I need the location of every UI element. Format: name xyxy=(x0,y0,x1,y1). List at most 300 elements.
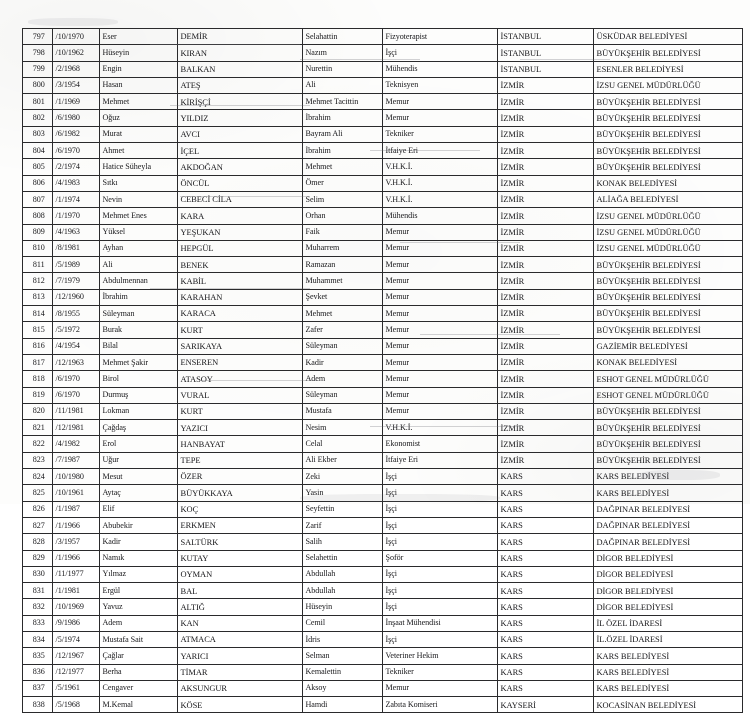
table-row xyxy=(23,436,743,452)
birth-date-cell: /5/1974 xyxy=(53,631,100,647)
province-cell: İSTANBUL xyxy=(498,45,594,61)
job-title-cell: Fizyoterapist xyxy=(383,29,498,45)
institution-cell: BÜYÜKŞEHİR BELEDİYESİ xyxy=(594,289,743,305)
birth-date-cell: /7/1979 xyxy=(53,273,100,289)
first-name-cell: Ayhan xyxy=(100,240,178,256)
table-row xyxy=(23,599,743,615)
table-row xyxy=(23,566,743,582)
first-name-cell: Hasan xyxy=(100,77,178,93)
father-name-cell: İbrahim xyxy=(303,143,383,159)
job-title-cell: İşçi xyxy=(383,566,498,582)
first-name-cell: Sıtkı xyxy=(100,175,178,191)
job-title-cell: Memur xyxy=(383,289,498,305)
table-row xyxy=(23,273,743,289)
job-title-cell: İşçi xyxy=(383,599,498,615)
table-row xyxy=(23,240,743,256)
surname-cell: ENSEREN xyxy=(178,354,303,370)
surname-cell: KAN xyxy=(178,615,303,631)
row-number-cell: 808 xyxy=(23,208,53,224)
table-row xyxy=(23,631,743,647)
first-name-cell: Çağdaş xyxy=(100,420,178,436)
province-cell: İZMİR xyxy=(498,224,594,240)
job-title-cell: V.H.K.İ. xyxy=(383,159,498,175)
birth-date-cell: /4/1954 xyxy=(53,338,100,354)
birth-date-cell: /12/1960 xyxy=(53,289,100,305)
job-title-cell: Memur xyxy=(383,371,498,387)
row-number-cell: 809 xyxy=(23,224,53,240)
father-name-cell: Selim xyxy=(303,191,383,207)
first-name-cell: Ergül xyxy=(100,583,178,599)
birth-date-cell: /4/1963 xyxy=(53,224,100,240)
job-title-cell: Zabıta Komiseri xyxy=(383,697,498,713)
father-name-cell: Abdullah xyxy=(303,566,383,582)
province-cell: KARS xyxy=(498,566,594,582)
father-name-cell: Mustafa xyxy=(303,403,383,419)
first-name-cell: Kadir xyxy=(100,534,178,550)
province-cell: İSTANBUL xyxy=(498,29,594,45)
birth-date-cell: /6/1970 xyxy=(53,371,100,387)
first-name-cell: Abubekir xyxy=(100,517,178,533)
father-name-cell: Muhammet xyxy=(303,273,383,289)
birth-date-cell: /12/1977 xyxy=(53,664,100,680)
table-row xyxy=(23,126,743,142)
first-name-cell: Mustafa Sait xyxy=(100,631,178,647)
province-cell: İZMİR xyxy=(498,240,594,256)
father-name-cell: Selman xyxy=(303,648,383,664)
province-cell: KARS xyxy=(498,631,594,647)
province-cell: İZMİR xyxy=(498,159,594,175)
surname-cell: KÖSE xyxy=(178,697,303,713)
job-title-cell: Mühendis xyxy=(383,61,498,77)
table-row xyxy=(23,354,743,370)
job-title-cell: Memur xyxy=(383,306,498,322)
institution-cell: İL ÖZEL İDARESİ xyxy=(594,615,743,631)
birth-date-cell: /7/1987 xyxy=(53,452,100,468)
table-row xyxy=(23,615,743,631)
surname-cell: YARICI xyxy=(178,648,303,664)
table-row xyxy=(23,77,743,93)
job-title-cell: Ekonomist xyxy=(383,436,498,452)
father-name-cell: Abdullah xyxy=(303,583,383,599)
table-row xyxy=(23,208,743,224)
father-name-cell: Mehmet xyxy=(303,159,383,175)
row-number-cell: 803 xyxy=(23,126,53,142)
institution-cell: BÜYÜKŞEHİR BELEDİYESİ xyxy=(594,126,743,142)
father-name-cell: Selahattin xyxy=(303,29,383,45)
province-cell: İZMİR xyxy=(498,273,594,289)
province-cell: İZMİR xyxy=(498,208,594,224)
table-row xyxy=(23,517,743,533)
first-name-cell: Adem xyxy=(100,615,178,631)
job-title-cell: Veteriner Hekim xyxy=(383,648,498,664)
first-name-cell: Oğuz xyxy=(100,110,178,126)
job-title-cell: Memur xyxy=(383,224,498,240)
institution-cell: DAĞPINAR BELEDİYESİ xyxy=(594,501,743,517)
birth-date-cell: /6/1982 xyxy=(53,126,100,142)
row-number-cell: 837 xyxy=(23,680,53,696)
father-name-cell: Ali Ekber xyxy=(303,452,383,468)
surname-cell: YILDIZ xyxy=(178,110,303,126)
job-title-cell: Tekniker xyxy=(383,126,498,142)
table-row xyxy=(23,534,743,550)
institution-cell: KARS BELEDİYESİ xyxy=(594,680,743,696)
institution-cell: İZSU GENEL MÜDÜRLÜĞÜ xyxy=(594,240,743,256)
birth-date-cell: /9/1986 xyxy=(53,615,100,631)
surname-cell: KIRAN xyxy=(178,45,303,61)
first-name-cell: Durmuş xyxy=(100,387,178,403)
job-title-cell: Memur xyxy=(383,257,498,273)
first-name-cell: Yavuz xyxy=(100,599,178,615)
row-number-cell: 819 xyxy=(23,387,53,403)
job-title-cell: Mühendis xyxy=(383,208,498,224)
table-row xyxy=(23,322,743,338)
first-name-cell: Hüseyin xyxy=(100,45,178,61)
province-cell: KARS xyxy=(498,615,594,631)
job-title-cell: İşçi xyxy=(383,631,498,647)
table-body xyxy=(23,29,743,713)
row-number-cell: 817 xyxy=(23,354,53,370)
surname-cell: ALTIĞ xyxy=(178,599,303,615)
job-title-cell: İtfaiye Eri xyxy=(383,452,498,468)
table-row xyxy=(23,550,743,566)
job-title-cell: Memur xyxy=(383,322,498,338)
surname-cell: AKDOĞAN xyxy=(178,159,303,175)
row-number-cell: 807 xyxy=(23,191,53,207)
province-cell: İZMİR xyxy=(498,387,594,403)
father-name-cell: İdris xyxy=(303,631,383,647)
birth-date-cell: /10/1962 xyxy=(53,45,100,61)
province-cell: İZMİR xyxy=(498,371,594,387)
surname-cell: KARAHAN xyxy=(178,289,303,305)
father-name-cell: Kemalettin xyxy=(303,664,383,680)
institution-cell: BÜYÜKŞEHİR BELEDİYESİ xyxy=(594,273,743,289)
first-name-cell: M.Kemal xyxy=(100,697,178,713)
table-row xyxy=(23,420,743,436)
row-number-cell: 810 xyxy=(23,240,53,256)
institution-cell: BÜYÜKŞEHİR BELEDİYESİ xyxy=(594,403,743,419)
first-name-cell: Abdulmennan xyxy=(100,273,178,289)
surname-cell: KARACA xyxy=(178,306,303,322)
province-cell: İZMİR xyxy=(498,354,594,370)
table-row xyxy=(23,648,743,664)
job-title-cell: İtfaiye Eri xyxy=(383,143,498,159)
institution-cell: ÜSKÜDAR BELEDİYESİ xyxy=(594,29,743,45)
province-cell: KARS xyxy=(498,664,594,680)
table-row xyxy=(23,469,743,485)
father-name-cell: Zafer xyxy=(303,322,383,338)
row-number-cell: 805 xyxy=(23,159,53,175)
table-row xyxy=(23,110,743,126)
surname-cell: YAZICI xyxy=(178,420,303,436)
institution-cell: DİGOR BELEDİYESİ xyxy=(594,583,743,599)
scan-smudge xyxy=(28,18,118,26)
institution-cell: ESHOT GENEL MÜDÜRLÜĞÜ xyxy=(594,371,743,387)
father-name-cell: İbrahim xyxy=(303,110,383,126)
table-row xyxy=(23,29,743,45)
row-number-cell: 818 xyxy=(23,371,53,387)
institution-cell: DAĞPINAR BELEDİYESİ xyxy=(594,534,743,550)
birth-date-cell: /4/1983 xyxy=(53,175,100,191)
province-cell: İZMİR xyxy=(498,126,594,142)
surname-cell: AVCI xyxy=(178,126,303,142)
first-name-cell: Burak xyxy=(100,322,178,338)
institution-cell: KARS BELEDİYESİ xyxy=(594,469,743,485)
first-name-cell: Hatice Süheyla xyxy=(100,159,178,175)
surname-cell: ÖZER xyxy=(178,469,303,485)
job-title-cell: Tekniker xyxy=(383,664,498,680)
first-name-cell: Elif xyxy=(100,501,178,517)
province-cell: KARS xyxy=(498,599,594,615)
birth-date-cell: /2/1974 xyxy=(53,159,100,175)
institution-cell: ALİAĞA BELEDİYESİ xyxy=(594,191,743,207)
father-name-cell: Kadir xyxy=(303,354,383,370)
institution-cell: İZSU GENEL MÜDÜRLÜĞÜ xyxy=(594,208,743,224)
father-name-cell: Celal xyxy=(303,436,383,452)
institution-cell: İL.ÖZEL İDARESİ xyxy=(594,631,743,647)
institution-cell: KONAK BELEDİYESİ xyxy=(594,175,743,191)
job-title-cell: V.H.K.İ. xyxy=(383,175,498,191)
province-cell: KARS xyxy=(498,469,594,485)
first-name-cell: Engin xyxy=(100,61,178,77)
surname-cell: KOÇ xyxy=(178,501,303,517)
table-row xyxy=(23,45,743,61)
job-title-cell: V.H.K.İ. xyxy=(383,191,498,207)
institution-cell: BÜYÜKŞEHİR BELEDİYESİ xyxy=(594,322,743,338)
first-name-cell: Bilal xyxy=(100,338,178,354)
province-cell: İZMİR xyxy=(498,436,594,452)
father-name-cell: Hüseyin xyxy=(303,599,383,615)
table-row xyxy=(23,61,743,77)
father-name-cell: Nazım xyxy=(303,45,383,61)
table-row xyxy=(23,664,743,680)
birth-date-cell: /10/1980 xyxy=(53,469,100,485)
father-name-cell: Seyfettin xyxy=(303,501,383,517)
institution-cell: DAĞPINAR BELEDİYESİ xyxy=(594,517,743,533)
row-number-cell: 800 xyxy=(23,77,53,93)
surname-cell: OYMAN xyxy=(178,566,303,582)
surname-cell: CEBECİ CİLA xyxy=(178,191,303,207)
first-name-cell: Süleyman xyxy=(100,306,178,322)
surname-cell: KABİL xyxy=(178,273,303,289)
row-number-cell: 828 xyxy=(23,534,53,550)
first-name-cell: Nevin xyxy=(100,191,178,207)
first-name-cell: Uğur xyxy=(100,452,178,468)
first-name-cell: Aytaç xyxy=(100,485,178,501)
province-cell: İZMİR xyxy=(498,94,594,110)
father-name-cell: Aksoy xyxy=(303,680,383,696)
table-row xyxy=(23,697,743,713)
table-row xyxy=(23,289,743,305)
first-name-cell: Ahmet xyxy=(100,143,178,159)
province-cell: KARS xyxy=(498,517,594,533)
surname-cell: KURT xyxy=(178,322,303,338)
surname-cell: KİRİŞÇİ xyxy=(178,94,303,110)
job-title-cell: İşçi xyxy=(383,469,498,485)
father-name-cell: Selahettin xyxy=(303,550,383,566)
father-name-cell: Faik xyxy=(303,224,383,240)
surname-cell: ÖNCÜL xyxy=(178,175,303,191)
institution-cell: BÜYÜKŞEHİR BELEDİYESİ xyxy=(594,436,743,452)
father-name-cell: Ali xyxy=(303,77,383,93)
row-number-cell: 833 xyxy=(23,615,53,631)
surname-cell: KURT xyxy=(178,403,303,419)
row-number-cell: 834 xyxy=(23,631,53,647)
father-name-cell: Mehmet Tacittin xyxy=(303,94,383,110)
father-name-cell: Şevket xyxy=(303,289,383,305)
table-row xyxy=(23,485,743,501)
row-number-cell: 797 xyxy=(23,29,53,45)
institution-cell: KONAK BELEDİYESİ xyxy=(594,354,743,370)
father-name-cell: Cemil xyxy=(303,615,383,631)
row-number-cell: 832 xyxy=(23,599,53,615)
birth-date-cell: /12/1981 xyxy=(53,420,100,436)
row-number-cell: 836 xyxy=(23,664,53,680)
job-title-cell: Teknisyen xyxy=(383,77,498,93)
birth-date-cell: /4/1982 xyxy=(53,436,100,452)
surname-cell: BÜYÜKKAYA xyxy=(178,485,303,501)
father-name-cell: Muharrem xyxy=(303,240,383,256)
province-cell: İZMİR xyxy=(498,306,594,322)
surname-cell: ATEŞ xyxy=(178,77,303,93)
father-name-cell: Bayram Ali xyxy=(303,126,383,142)
table-row xyxy=(23,387,743,403)
birth-date-cell: /1/1966 xyxy=(53,550,100,566)
father-name-cell: Süleyman xyxy=(303,338,383,354)
birth-date-cell: /12/1963 xyxy=(53,354,100,370)
row-number-cell: 831 xyxy=(23,583,53,599)
province-cell: KARS xyxy=(498,583,594,599)
job-title-cell: İşçi xyxy=(383,501,498,517)
surname-cell: AKSUNGUR xyxy=(178,680,303,696)
birth-date-cell: /1/1974 xyxy=(53,191,100,207)
province-cell: İZMİR xyxy=(498,338,594,354)
first-name-cell: Mehmet Enes xyxy=(100,208,178,224)
birth-date-cell: /8/1981 xyxy=(53,240,100,256)
row-number-cell: 823 xyxy=(23,452,53,468)
father-name-cell: Nurettin xyxy=(303,61,383,77)
birth-date-cell: /5/1972 xyxy=(53,322,100,338)
surname-cell: ATASOY xyxy=(178,371,303,387)
job-title-cell: İşçi xyxy=(383,485,498,501)
birth-date-cell: /10/1969 xyxy=(53,599,100,615)
table-row xyxy=(23,159,743,175)
father-name-cell: Süleyman xyxy=(303,387,383,403)
surname-cell: KUTAY xyxy=(178,550,303,566)
job-title-cell: İşçi xyxy=(383,517,498,533)
table-row xyxy=(23,191,743,207)
father-name-cell: Adem xyxy=(303,371,383,387)
institution-cell: BÜYÜKŞEHİR BELEDİYESİ xyxy=(594,452,743,468)
birth-date-cell: /8/1955 xyxy=(53,306,100,322)
job-title-cell: Memur xyxy=(383,354,498,370)
row-number-cell: 824 xyxy=(23,469,53,485)
surname-cell: HANBAYAT xyxy=(178,436,303,452)
province-cell: KARS xyxy=(498,534,594,550)
surname-cell: SALTÜRK xyxy=(178,534,303,550)
birth-date-cell: /5/1968 xyxy=(53,697,100,713)
surname-cell: HEPGÜL xyxy=(178,240,303,256)
institution-cell: BÜYÜKŞEHİR BELEDİYESİ xyxy=(594,257,743,273)
institution-cell: İZSU GENEL MÜDÜRLÜĞÜ xyxy=(594,77,743,93)
job-title-cell: Memur xyxy=(383,680,498,696)
father-name-cell: Hamdi xyxy=(303,697,383,713)
birth-date-cell: /1/1981 xyxy=(53,583,100,599)
table-row xyxy=(23,403,743,419)
province-cell: İZMİR xyxy=(498,191,594,207)
row-number-cell: 816 xyxy=(23,338,53,354)
surname-cell: İÇEL xyxy=(178,143,303,159)
job-title-cell: Memur xyxy=(383,403,498,419)
province-cell: İZMİR xyxy=(498,420,594,436)
father-name-cell: Zeki xyxy=(303,469,383,485)
row-number-cell: 821 xyxy=(23,420,53,436)
row-number-cell: 826 xyxy=(23,501,53,517)
table-row xyxy=(23,94,743,110)
father-name-cell: Ramazan xyxy=(303,257,383,273)
province-cell: KAYSERİ xyxy=(498,697,594,713)
first-name-cell: Ali xyxy=(100,257,178,273)
institution-cell: DİGOR BELEDİYESİ xyxy=(594,566,743,582)
institution-cell: KOCASİNAN BELEDİYESİ xyxy=(594,697,743,713)
job-title-cell: Memur xyxy=(383,338,498,354)
institution-cell: GAZİEMİR BELEDİYESİ xyxy=(594,338,743,354)
institution-cell: DİGOR BELEDİYESİ xyxy=(594,550,743,566)
province-cell: İZMİR xyxy=(498,403,594,419)
surname-cell: ATMACA xyxy=(178,631,303,647)
province-cell: İZMİR xyxy=(498,175,594,191)
employee-records-table xyxy=(22,28,743,713)
first-name-cell: İbrahim xyxy=(100,289,178,305)
row-number-cell: 820 xyxy=(23,403,53,419)
table-row xyxy=(23,338,743,354)
row-number-cell: 798 xyxy=(23,45,53,61)
institution-cell: ESHOT GENEL MÜDÜRLÜĞÜ xyxy=(594,387,743,403)
province-cell: KARS xyxy=(498,485,594,501)
institution-cell: BÜYÜKŞEHİR BELEDİYESİ xyxy=(594,420,743,436)
row-number-cell: 812 xyxy=(23,273,53,289)
birth-date-cell: /6/1970 xyxy=(53,143,100,159)
surname-cell: KARA xyxy=(178,208,303,224)
job-title-cell: Memur xyxy=(383,94,498,110)
province-cell: İZMİR xyxy=(498,289,594,305)
table-row xyxy=(23,143,743,159)
table-row xyxy=(23,680,743,696)
first-name-cell: Birol xyxy=(100,371,178,387)
row-number-cell: 806 xyxy=(23,175,53,191)
row-number-cell: 802 xyxy=(23,110,53,126)
birth-date-cell: /1/1970 xyxy=(53,208,100,224)
birth-date-cell: /6/1980 xyxy=(53,110,100,126)
father-name-cell: Yasin xyxy=(303,485,383,501)
table-row xyxy=(23,452,743,468)
birth-date-cell: /12/1967 xyxy=(53,648,100,664)
first-name-cell: Lokman xyxy=(100,403,178,419)
row-number-cell: 825 xyxy=(23,485,53,501)
surname-cell: DEMİR xyxy=(178,29,303,45)
first-name-cell: Mehmet Şakir xyxy=(100,354,178,370)
surname-cell: BAL xyxy=(178,583,303,599)
first-name-cell: Eser xyxy=(100,29,178,45)
institution-cell: KARS BELEDİYESİ xyxy=(594,485,743,501)
surname-cell: SARIKAYA xyxy=(178,338,303,354)
birth-date-cell: /1/1966 xyxy=(53,517,100,533)
birth-date-cell: /3/1957 xyxy=(53,534,100,550)
institution-cell: BÜYÜKŞEHİR BELEDİYESİ xyxy=(594,45,743,61)
surname-cell: ERKMEN xyxy=(178,517,303,533)
birth-date-cell: /2/1968 xyxy=(53,61,100,77)
surname-cell: TEPE xyxy=(178,452,303,468)
birth-date-cell: /1/1987 xyxy=(53,501,100,517)
